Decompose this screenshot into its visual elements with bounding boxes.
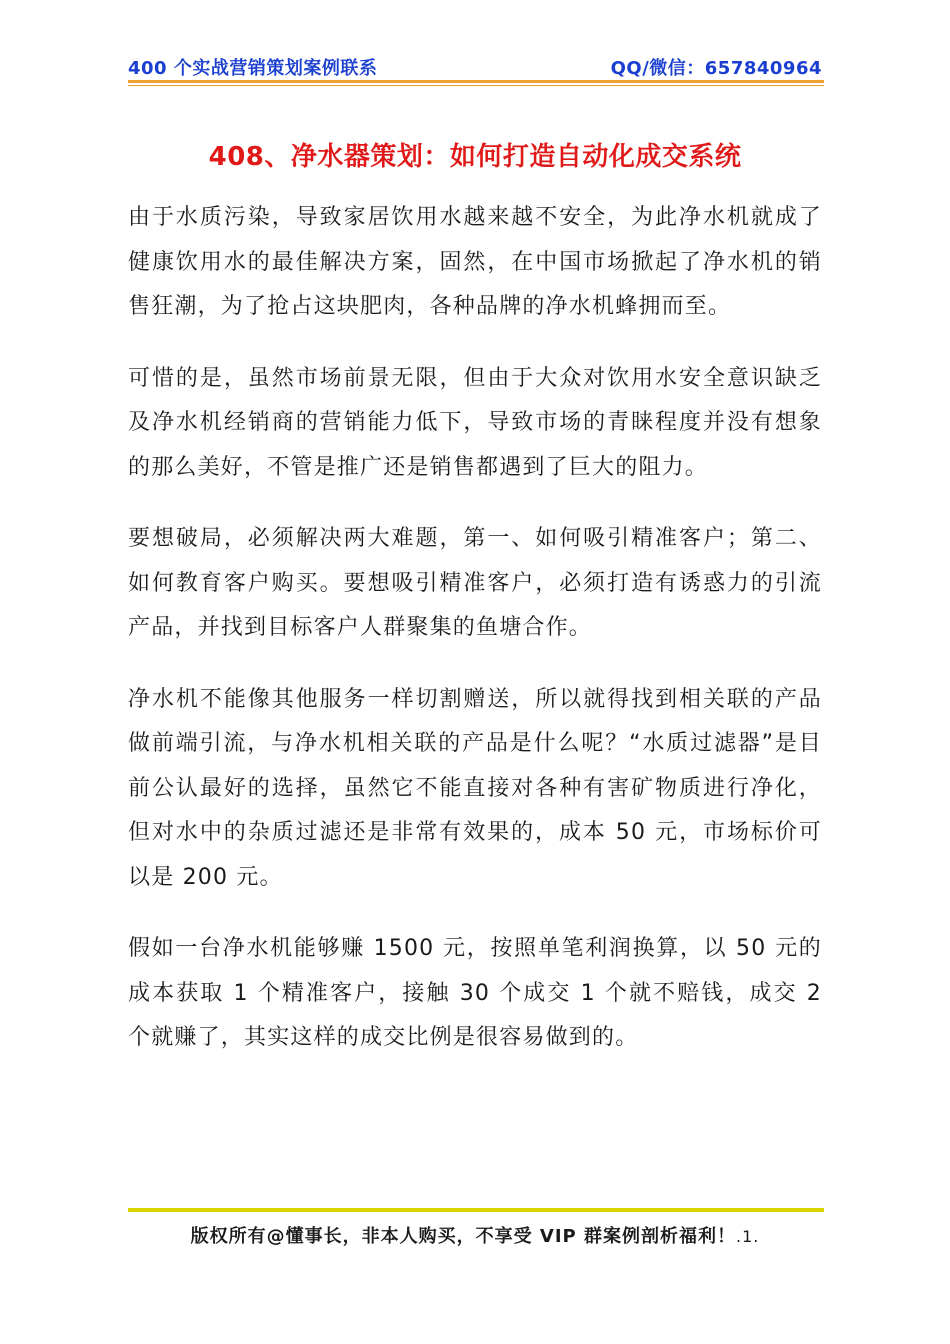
paragraph: 可惜的是，虽然市场前景无限，但由于大众对饮用水安全意识缺乏及净水机经销商的营销能力低下，导致市场的青睐程度并没有想象的那么美好，不管是推广还是销售都遇到了巨大的阻力。 — [128, 365, 822, 480]
paragraph: 假如一台净水机能够赚 1500 元，按照单笔利润换算，以 50 元的成本获取 1 个精准客户，接触 30 个成交 1 个就不赔钱，成交 2 个就赚了，其实这样的成交比例是很容易做到的。 — [128, 936, 822, 1050]
paragraph: 净水机不能像其他服务一样切割赠送，所以就得找到相关联的产品做前端引流，与净水机相关联的产品是什么呢？“水质过滤器”是目前公认最好的选择，虽然它不能直接对各种有害矿物质进行净化，但对水中的杂质过滤还是非常有效果的，成本 50 元，市场标价可以是 200 元。 — [128, 686, 822, 890]
page-header — [128, 54, 822, 80]
paragraph: 由于水质污染，导致家居饮用水越来越不安全，为此净水机就成了健康饮用水的最佳解决方案，固然，在中国市场掀起了净水机的销售狂潮，为了抢占这块肥肉，各种品牌的净水机蜂拥而至。 — [128, 205, 822, 319]
page-footer — [0, 1222, 950, 1248]
footer-copyright: 版权所有@懂事长，非本人购买，不享受 VIP 群案例剖析福利！ — [190, 1226, 736, 1247]
paragraph: 要想破局，必须解决两大难题，第一、如何吸引精准客户；第二、如何教育客户购买。要想吸引精准客户，必须打造有诱惑力的引流产品，并找到目标客户人群聚集的鱼塘合作。 — [128, 526, 822, 640]
document-title: 408、净水器策划：如何打造自动化成交系统 — [208, 142, 742, 172]
header-divider-thick — [128, 80, 824, 83]
page-number: .1. — [736, 1227, 760, 1246]
footer-divider — [128, 1208, 824, 1212]
document-body — [128, 196, 822, 1088]
header-qq-wechat: QQ/微信：657840964 — [610, 58, 822, 79]
header-contact-label: 400 个实战营销策划案例联系 — [128, 58, 378, 79]
header-divider-thin — [128, 85, 824, 86]
